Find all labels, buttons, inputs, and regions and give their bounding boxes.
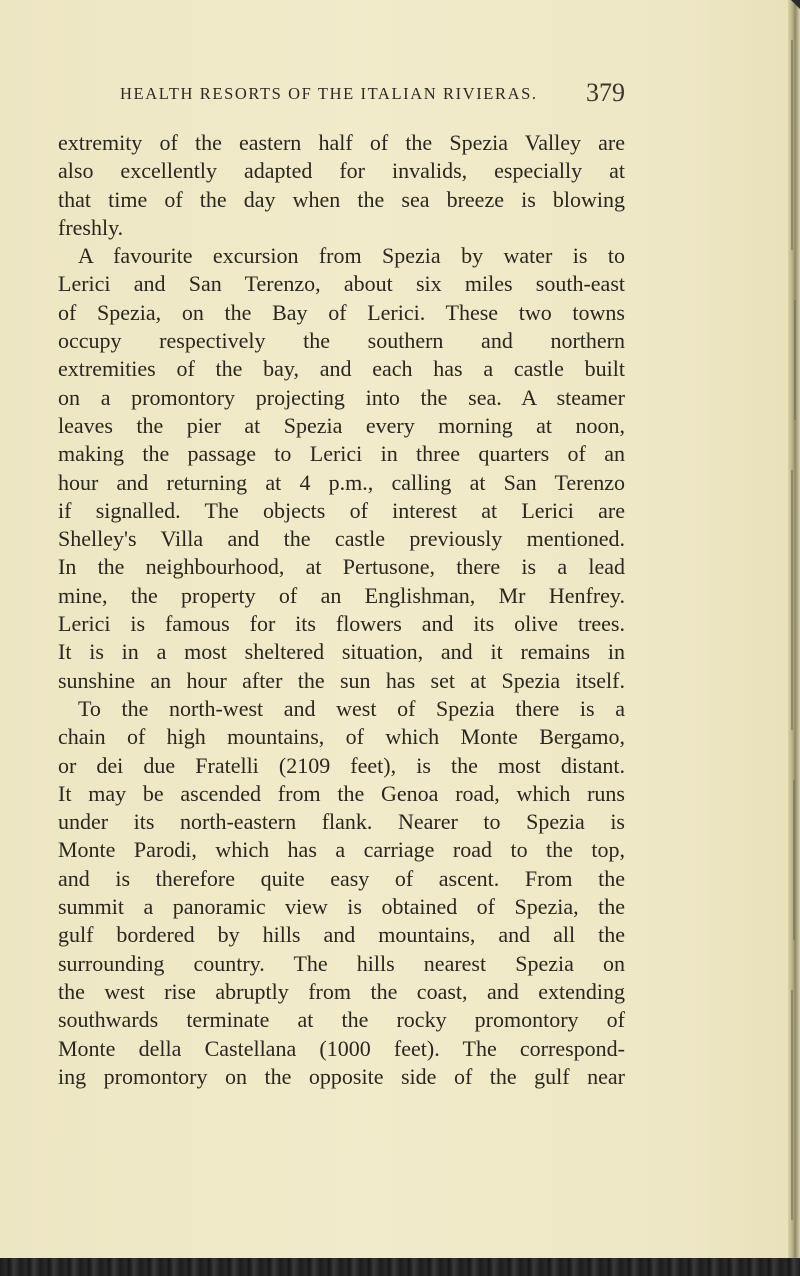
text-line: surrounding country. The hills nearest Spezia on — [58, 950, 625, 976]
text-line: freshly. — [58, 214, 124, 240]
text-line: In the neighbourhood, at Pertusone, there is a lead — [58, 554, 625, 580]
text-line: of Spezia, on the Bay of Lerici. These two towns — [58, 299, 625, 325]
text-line: sunshine an hour after the sun has set at Spezia itself. — [58, 667, 625, 693]
text-line: making the passage to Lerici in three quarters of an — [58, 441, 625, 467]
text-line: To the north-west and west of Spezia there is a — [78, 695, 625, 721]
text-line: Shelley's Villa and the castle previously mentioned. — [58, 526, 625, 552]
text-line: Lerici and San Terenzo, about six miles south-east — [58, 271, 625, 297]
text-line: if signalled. The objects of interest at Lerici are — [58, 497, 625, 523]
page-binding-edge — [788, 0, 800, 1276]
text-line: gulf bordered by hills and mountains, and all the — [58, 922, 625, 948]
text-line: Lerici is famous for its flowers and its olive trees. — [58, 611, 625, 637]
text-line: also excellently adapted for invalids, especially at — [58, 158, 625, 184]
body-text — [58, 129, 625, 1091]
text-line: southwards terminate at the rocky promontory of — [58, 1007, 625, 1033]
page-corner-mark — [791, 0, 800, 9]
text-line: A favourite excursion from Spezia by water is to — [78, 243, 625, 269]
text-line: chain of high mountains, of which Monte Bergamo, — [58, 724, 625, 750]
text-line: It is in a most sheltered situation, and it remains in — [58, 639, 625, 665]
text-line: extremity of the eastern half of the Spezia Valley are — [58, 130, 625, 155]
text-line: It may be ascended from the Genoa road, which runs — [58, 780, 625, 806]
text-line: on a promontory projecting into the sea. A steamer — [58, 384, 625, 410]
running-head — [120, 80, 625, 110]
text-line: occupy respectively the southern and northern — [58, 328, 625, 354]
page-number: 379 — [586, 78, 625, 107]
text-line: ing promontory on the opposite side of the gulf near — [58, 1063, 625, 1089]
text-line: leaves the pier at Spezia every morning at noon, — [58, 412, 625, 438]
running-title: HEALTH RESORTS OF THE ITALIAN RIVIERAS. — [120, 84, 538, 103]
text-line: summit a panoramic view is obtained of Spezia, the — [58, 894, 625, 920]
text-line: mine, the property of an Englishman, Mr Henfrey. — [58, 582, 625, 608]
text-line: Monte Parodi, which has a carriage road to the top, — [58, 837, 625, 863]
text-line: and is therefore quite easy of ascent. From the — [58, 865, 625, 891]
text-line: Monte della Castellana (1000 feet). The correspond- — [58, 1035, 625, 1061]
text-line: hour and returning at 4 p.m., calling at San Terenzo — [58, 469, 625, 495]
text-line: extremities of the bay, and each has a castle built — [58, 356, 625, 382]
text-line: or dei due Fratelli (2109 feet), is the most distant. — [58, 752, 625, 778]
text-line: under its north-eastern flank. Nearer to Spezia is — [58, 809, 625, 835]
text-line: the west rise abruptly from the coast, and extending — [58, 978, 625, 1004]
text-line: that time of the day when the sea breeze is blowing — [58, 186, 625, 212]
page-bottom-edge — [0, 1258, 800, 1276]
